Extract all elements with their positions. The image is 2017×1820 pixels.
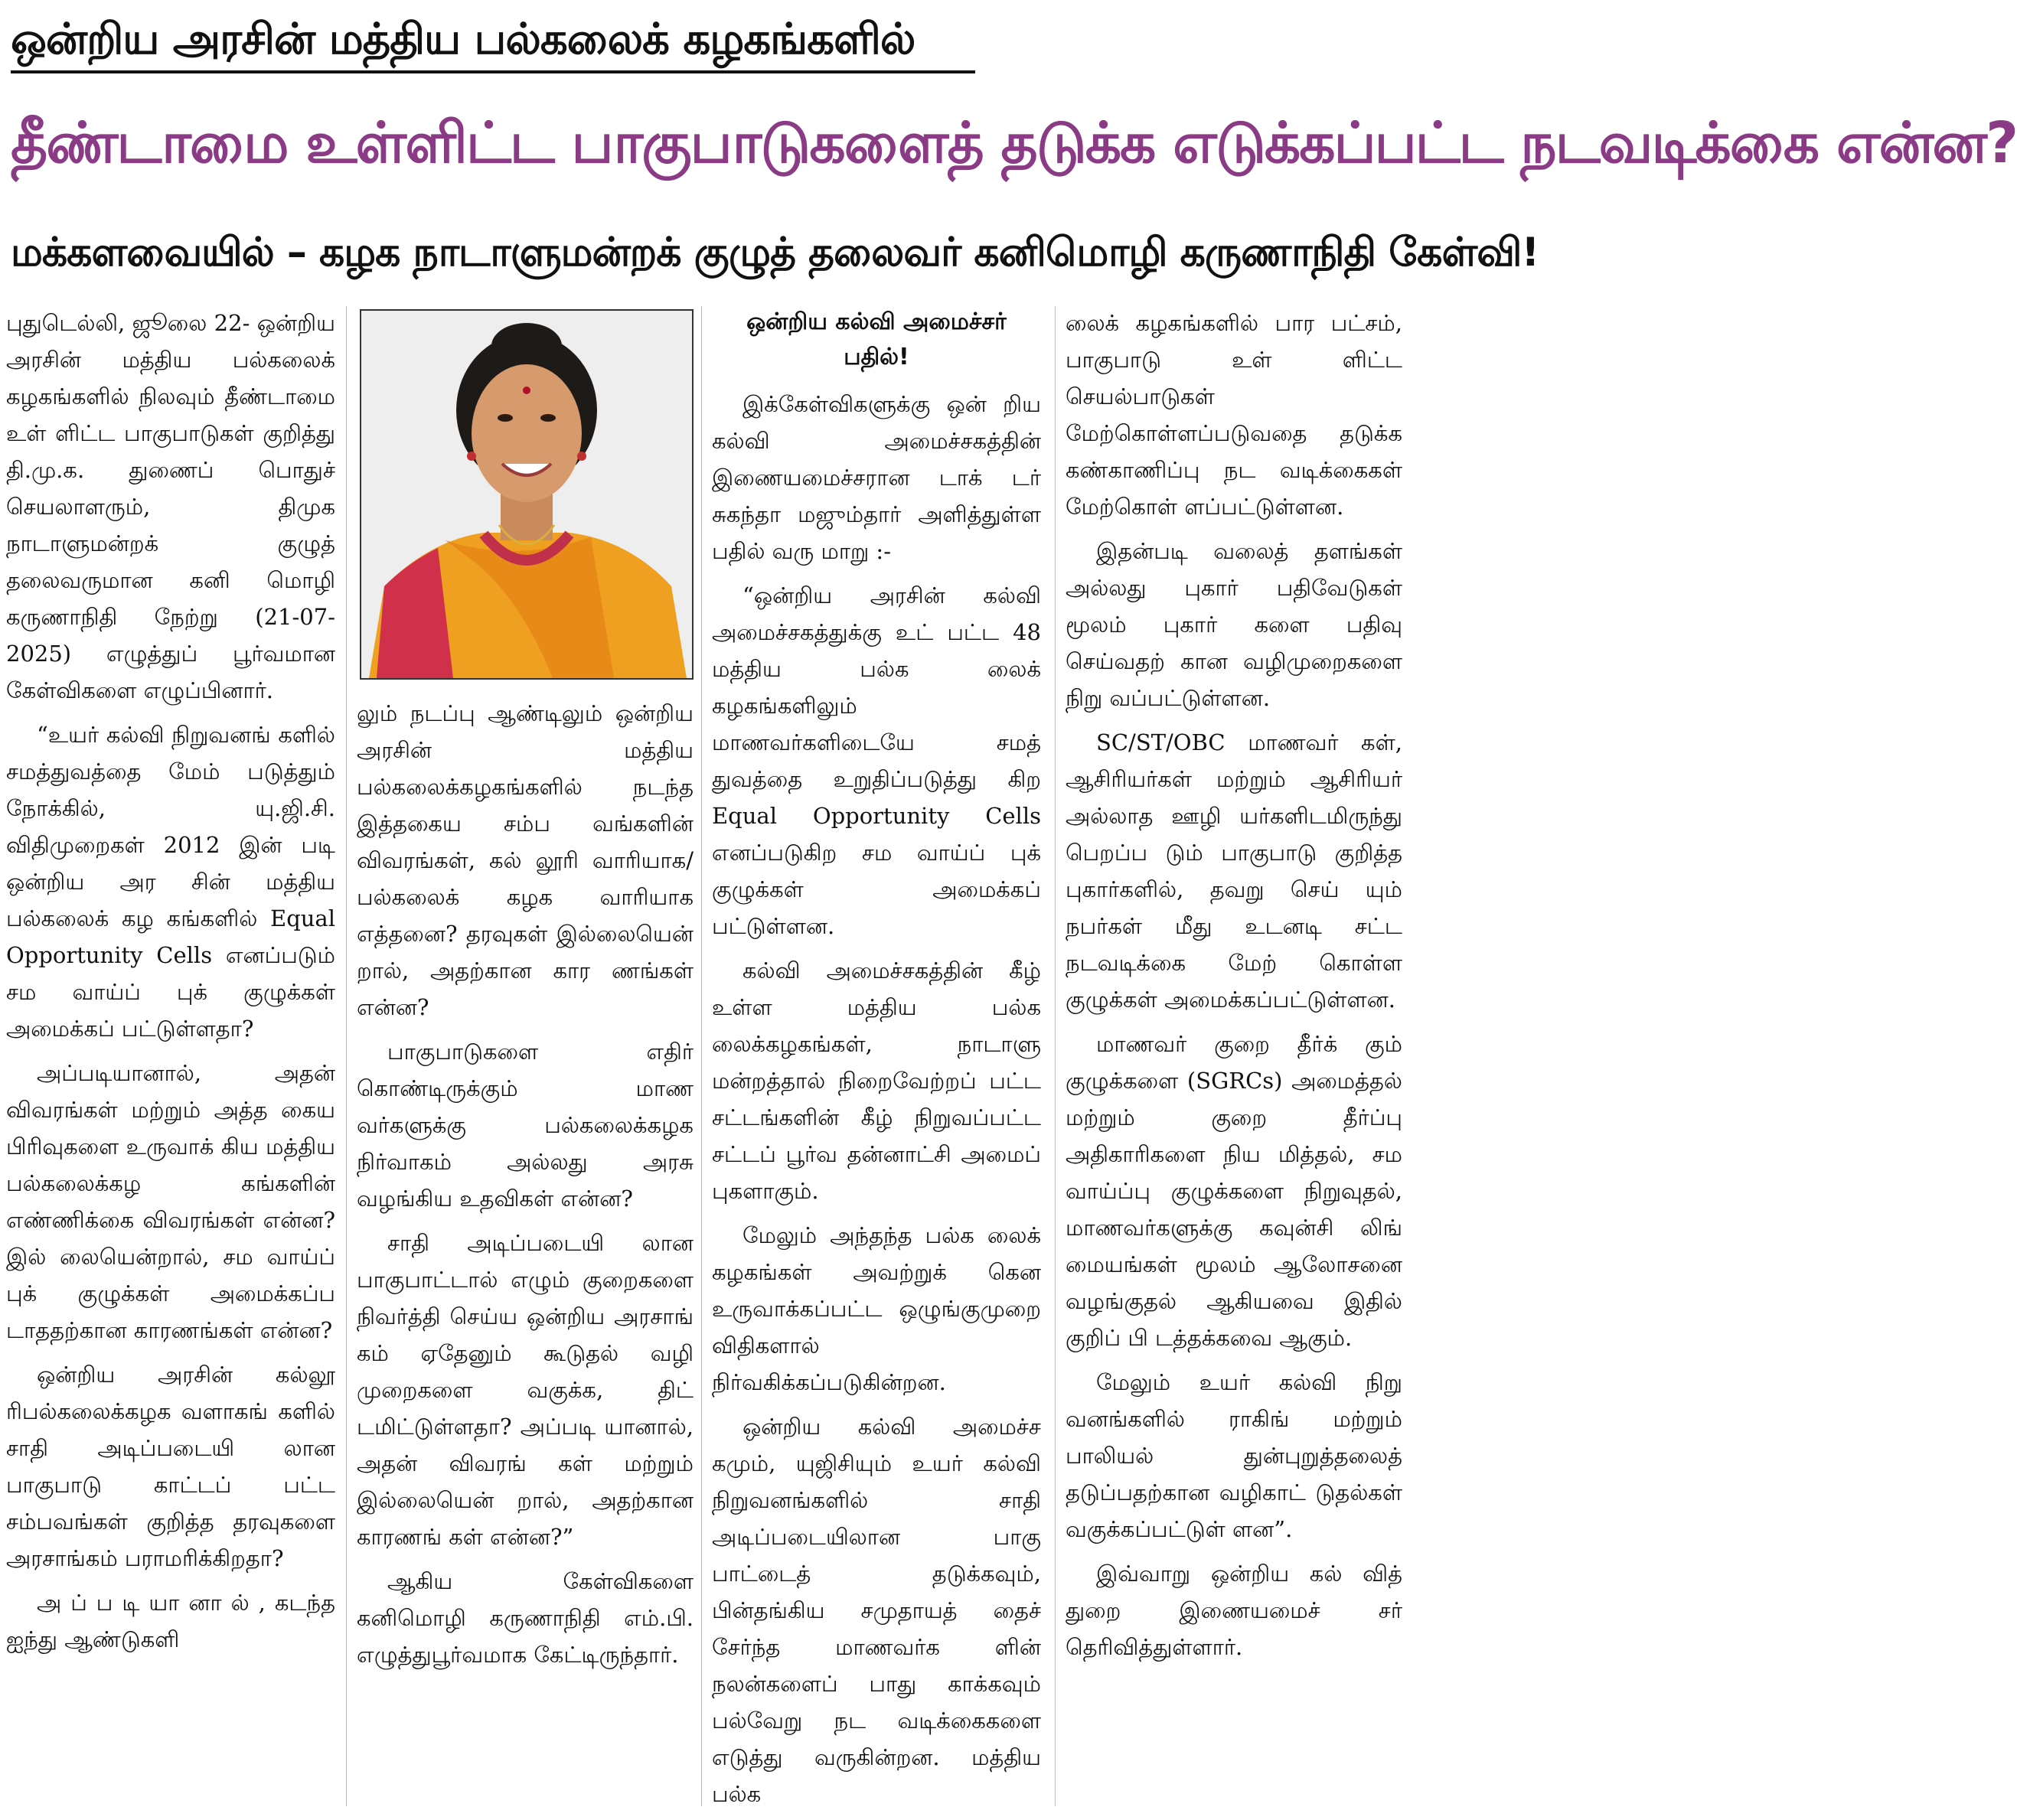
paragraph: சாதி அடிப்படையி லான பாகுபாட்டால் எழும் குறைகளை நிவர்த்தி செய்ய ஒன்றிய அரசாங் கம் ஏதேனும் கூடுதல் வழி முறைகளை வகுக்க, திட் டமிட்டுள்ளதா? அப்படி யானால், அதன் விவரங் கள் மற்றும் இல்லையென் றால், அதற்கான காரணங் கள் என்ன?” xyxy=(357,1230,694,1550)
paragraph: லைக் கழகங்களில் பார பட்சம், பாகுபாடு உள் ளிட்ட செயல்பாடுகள் மேற்கொள்ளப்படுவதை தடுக்க கண்காணிப்பு நட வடிக்கைகள் மேற்கொள் ளப்பட்டுள்ளன. xyxy=(1066,310,1402,520)
headline: தீண்டாமை உள்ளிட்ட பாகுபாடுகளைத் தடுக்க எடுக்கப்பட்ட நடவடிக்கை என்ன? xyxy=(11,110,2017,176)
paragraph: “உயர் கல்வி நிறுவனங் களில் சமத்துவத்தை மேம் படுத்தும் நோக்கில், யு.ஜி.சி. விதிமுறைகள் 2012 இன் படி ஒன்றிய அர சின் மத்திய பல்கலைக் கழ கங்களில் Equal Opportunity Cells எனப்படும் சம வாய்ப் புக் குழுக்கள் அமைக்கப் பட்டுள்ளதா? xyxy=(6,722,335,1042)
paragraph: கல்வி அமைச்சகத்தின் கீழ் உள்ள மத்திய பல்க லைக்கழகங்கள், நாடாளு மன்றத்தால் நிறைவேற்றப் பட்ட சட்டங்களின் கீழ் நிறுவப்பட்ட சட்டப் பூர்வ தன்னாட்சி அமைப் புகளாகும். xyxy=(712,957,1041,1204)
subheadline: மக்களவையில் – கழக நாடாளுமன்றக் குழுத் தலைவர் கனிமொழி கருணாநிதி கேள்வி! xyxy=(11,230,1539,276)
paragraph: SC/ST/OBC மாணவர் கள், ஆசிரியர்கள் மற்றும் ஆசிரியர் அல்லாத ஊழி யர்களிடமிருந்து பெறப்ப டும் பாகுபாடு குறித்த புகார்களில், தவறு செய் யும் நபர்கள் மீது உடனடி சட்ட நடவடிக்கை மேற் கொள்ள குழுக்கள் அமைக்கப்பட்டுள்ளன. xyxy=(1066,729,1402,1013)
paragraph: லும் நடப்பு ஆண்டிலும் ஒன்றிய அரசின் மத்திய பல்கலைக்கழகங்களில் நடந்த இத்தகைய சம்ப வங்களின் விவரங்கள், கல் லூரி வாரியாக/பல்கலைக் கழக வாரியாக எத்தனை? தரவுகள் இல்லையென் றால், அதற்கான கார ணங்கள் என்ன? xyxy=(357,700,694,1020)
article-column-2 xyxy=(357,695,694,1812)
paragraph: இவ்வாறு ஒன்றிய கல் வித் துறை இணையமைச் சர் தெரிவித்துள்ளார். xyxy=(1066,1561,1402,1660)
column-divider xyxy=(701,306,702,1806)
column-divider xyxy=(1055,306,1056,1806)
paragraph: புதுடெல்லி, ஜூலை 22- ஒன்றிய அரசின் மத்திய பல்கலைக் கழகங்களில் நிலவும் தீண்டாமை உள் ளிட்ட பாகுபாடுகள் குறித்து தி.மு.க. துணைப் பொதுச் செயலாளரும், திமுக நாடாளுமன்றக் குழுத் தலைவருமான கனி மொழி கருணாநிதி நேற்று (21-07-2025) எழுத்துப் பூர்வமான கேள்விகளை எழுப்பினார். xyxy=(6,310,335,703)
paragraph: ஆகிய கேள்விகளை கனிமொழி கருணாநிதி எம்.பி. எழுத்துபூர்வமாக கேட்டிருந்தார். xyxy=(357,1568,694,1668)
paragraph: பாகுபாடுகளை எதிர் கொண்டிருக்கும் மாண வர்களுக்கு பல்கலைக்கழக நிர்வாகம் அல்லது அரசு வழங்கிய உதவிகள் என்ன? xyxy=(357,1039,694,1212)
paragraph: அப்படியானால், அதன் விவரங்கள் மற்றும் அத்த கைய பிரிவுகளை உருவாக் கிய மத்திய பல்கலைக்கழ கங்களின் எண்ணிக்கை விவரங்கள் என்ன? இல் லையென்றால், சம வாய்ப் புக் குழுக்கள் அமைக்கப்ப டாததற்கான காரணங்கள் என்ன? xyxy=(6,1060,335,1343)
article-column-1 xyxy=(6,305,335,1812)
portrait-photo xyxy=(360,309,694,680)
paragraph: ஒன்றிய கல்வி அமைச்ச கமும், யுஜிசியும் உயர் கல்வி நிறுவனங்களில் சாதி அடிப்படையிலான பாகு பாட்டைத் தடுக்கவும், பின்தங்கிய சமுதாயத் தைச் சேர்ந்த மாணவர்க ளின் நலன்களைப் பாது காக்கவும் பல்வேறு நட வடிக்கைகளை எடுத்து வருகின்றன. மத்திய பல்க xyxy=(712,1414,1041,1807)
paragraph: மேலும் அந்தந்த பல்க லைக் கழகங்கள் அவற்றுக் கென உருவாக்கப்பட்ட ஒழுங்குமுறை விதிகளால் நிர்வகிக்கப்படுகின்றன. xyxy=(712,1222,1041,1395)
paragraph: மாணவர் குறை தீர்க் கும் குழுக்களை (SGRCs) அமைத்தல் மற்றும் குறை தீர்ப்பு அதிகாரிகளை நிய மித்தல், சம வாய்ப்பு குழுக்களை நிறுவுதல், மாணவர்களுக்கு கவுன்சி லிங் மையங்கள் மூலம் ஆலோசனை வழங்குதல் ஆகியவை இதில் குறிப் பி டத்தக்கவை ஆகும். xyxy=(1066,1031,1402,1351)
paragraph: மேலும் உயர் கல்வி நிறு வனங்களில் ராகிங் மற்றும் பாலியல் துன்புறுத்தலைத் தடுப்பதற்கான வழிகாட் டுதல்கள் வகுக்கப்பட்டுள் ளன”. xyxy=(1066,1369,1402,1542)
portrait-illustration xyxy=(361,311,692,678)
kicker-heading: ஒன்றிய அரசின் மத்திய பல்கலைக் கழகங்களில் xyxy=(11,15,915,64)
paragraph: “ஒன்றிய அரசின் கல்வி அமைச்சகத்துக்கு உட் பட்ட 48 மத்திய பல்க லைக் கழகங்களிலும் மாணவர்களிடையே சமத் துவத்தை உறுதிப்படுத்து கிற Equal Opportunity Cells எனப்படுகிற சம வாய்ப் புக் குழுக்கள் அமைக்கப் பட்டுள்ளன. xyxy=(712,582,1041,939)
section-subheading: ஒன்றிய கல்வி அமைச்சர் பதில்! xyxy=(746,308,1007,370)
paragraph: இதன்படி வலைத் தளங்கள் அல்லது புகார் பதிவேடுகள் மூலம் புகார் களை பதிவு செய்வதற் கான வழிமுறைகளை நிறு வப்பட்டுள்ளன. xyxy=(1066,538,1402,711)
kicker-underline xyxy=(11,70,975,73)
paragraph: அ ப் ப டி யா னா ல் , கடந்த ஐந்து ஆண்டுகளி xyxy=(6,1590,335,1652)
column-divider xyxy=(346,306,347,1806)
article-column-4 xyxy=(1066,305,1402,1812)
paragraph: இக்கேள்விகளுக்கு ஒன் றிய கல்வி அமைச்சகத்தின் இணையமைச்சரான டாக் டர் சுகந்தா மஜும்தார் அளித்துள்ள பதில் வரு மாறு :- xyxy=(712,391,1041,564)
article-column-3 xyxy=(712,305,1041,1812)
paragraph: ஒன்றிய அரசின் கல்லூ ரிபல்கலைக்கழக வளாகங் களில் சாதி அடிப்படையி லான பாகுபாடு காட்டப் பட்ட சம்பவங்கள் குறித்த தரவுகளை அரசாங்கம் பராமரிக்கிறதா? xyxy=(6,1362,335,1571)
